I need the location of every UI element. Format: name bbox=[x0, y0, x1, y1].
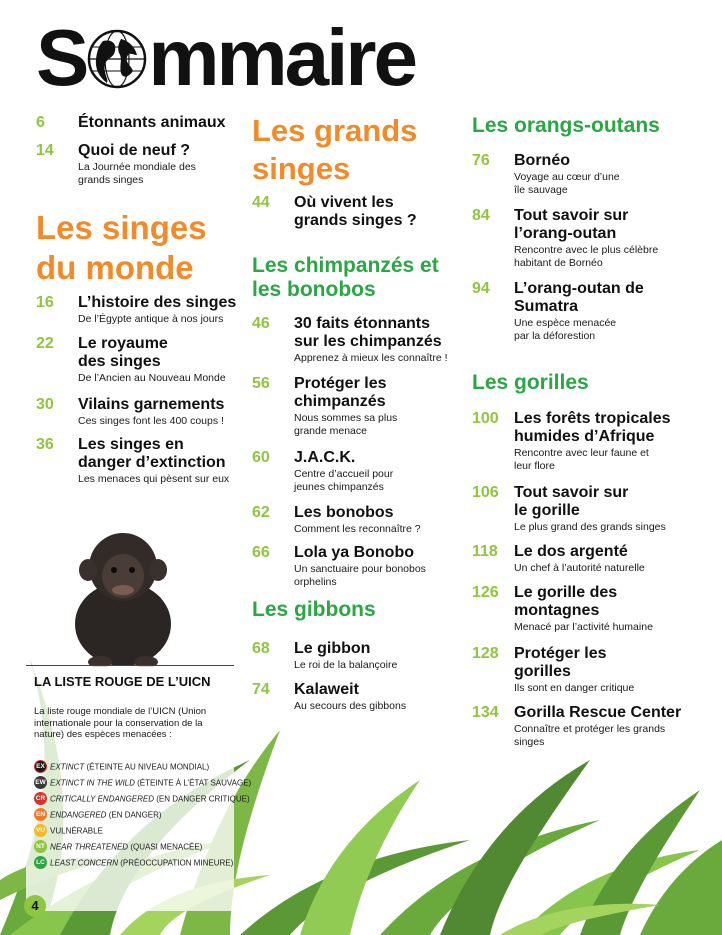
entry-title: Tout savoir sur l’orang-outan bbox=[514, 207, 629, 242]
entry-subtitle: Rencontre avec leur faune et leur flore bbox=[514, 447, 649, 472]
toc-entry[interactable] bbox=[36, 396, 244, 428]
page-number: 106 bbox=[472, 484, 499, 501]
toc-entry[interactable] bbox=[472, 704, 708, 749]
toc-entry[interactable] bbox=[252, 544, 462, 589]
entry-title: Lola ya Bonobo bbox=[294, 544, 414, 561]
entry-subtitle: La Journée mondiale des grands singes bbox=[78, 161, 196, 186]
entry-subtitle: Connaître et protéger les grands singes bbox=[514, 723, 666, 748]
entry-title: Tout savoir sur le gorille bbox=[514, 484, 629, 519]
entry-title: Les singes en danger d’extinction bbox=[78, 436, 226, 471]
status-french: (ÉTEINTE À L’ÉTAT SAUVAGE) bbox=[137, 778, 252, 788]
page-number: 56 bbox=[252, 375, 270, 392]
page-number: 22 bbox=[36, 335, 54, 352]
entry-title: Les bonobos bbox=[294, 504, 394, 521]
entry-title: Protéger les chimpanzés bbox=[294, 375, 387, 410]
status-badge: LC bbox=[34, 856, 47, 869]
red-list-item bbox=[34, 790, 250, 804]
status-badge: NT bbox=[34, 840, 47, 853]
red-list-intro: La liste rouge mondiale de l’UICN (Union internationale pour la conservation de la nature) des espèces menacées : bbox=[34, 706, 207, 740]
status-english: CRITICALLY ENDANGERED bbox=[50, 794, 155, 804]
entry-title: Les forêts tropicales humides d’Afrique bbox=[514, 410, 671, 445]
page-number: 100 bbox=[472, 410, 499, 427]
toc-entry[interactable] bbox=[36, 335, 244, 385]
page-number: 68 bbox=[252, 640, 270, 657]
toc-entry[interactable] bbox=[472, 410, 708, 473]
entry-subtitle: Ils sont en danger critique bbox=[514, 682, 635, 694]
status-badge: CR bbox=[34, 792, 47, 805]
entry-title: Quoi de neuf ? bbox=[78, 142, 190, 159]
entry-title: Le royaume des singes bbox=[78, 335, 168, 370]
entry-title: Bornéo bbox=[514, 152, 570, 169]
status-french: (PRÉOCCUPATION MINEURE) bbox=[120, 858, 234, 868]
page-number: 14 bbox=[36, 142, 54, 159]
page-number: 60 bbox=[252, 449, 270, 466]
section-heading: Les gibbons bbox=[252, 598, 376, 621]
toc-entry[interactable] bbox=[472, 543, 708, 575]
toc-entry[interactable] bbox=[36, 142, 244, 187]
status-english: EXTINCT IN THE WILD bbox=[50, 778, 135, 788]
toc-entry[interactable] bbox=[36, 294, 244, 326]
status-french: (EN DANGER CRITIQUE) bbox=[156, 794, 250, 804]
status-french: (EN DANGER) bbox=[108, 810, 162, 820]
title-part-after: mmaire bbox=[148, 13, 415, 102]
status-badge: EX bbox=[34, 760, 47, 773]
entry-subtitle: Ces singes font les 400 coups ! bbox=[78, 415, 224, 427]
page-number: 6 bbox=[36, 114, 45, 131]
toc-entry[interactable] bbox=[252, 315, 462, 365]
iucn-red-list-box bbox=[26, 665, 252, 911]
status-french: (QUASI MENACÉE) bbox=[130, 842, 203, 852]
page-number: 134 bbox=[472, 704, 499, 721]
status-english: EXTINCT bbox=[50, 762, 85, 772]
page-number: 128 bbox=[472, 645, 499, 662]
entry-subtitle: Les menaces qui pèsent sur eux bbox=[78, 473, 230, 485]
toc-entry[interactable] bbox=[252, 194, 462, 230]
entry-subtitle: Un chef à l’autorité naturelle bbox=[514, 562, 645, 574]
entry-title: L’orang-outan de Sumatra bbox=[514, 280, 644, 315]
toc-entry[interactable] bbox=[36, 114, 244, 132]
entry-title: L’histoire des singes bbox=[78, 294, 237, 311]
entry-subtitle: Un sanctuaire pour bonobos orphelins bbox=[294, 563, 426, 588]
toc-entry[interactable] bbox=[36, 436, 244, 486]
entry-subtitle: Rencontre avec le plus célèbre habitant de Bornéo bbox=[514, 244, 659, 269]
status-french: VULNÉRABLE bbox=[50, 826, 103, 836]
entry-subtitle: Au secours des gibbons bbox=[294, 700, 407, 712]
entry-title: Où vivent les grands singes ? bbox=[294, 194, 417, 229]
entry-title: Kalaweit bbox=[294, 681, 359, 698]
entry-title: Protéger les gorilles bbox=[514, 645, 607, 680]
page-number: 36 bbox=[36, 436, 54, 453]
status-english: NEAR THREATENED bbox=[50, 842, 129, 852]
page-title bbox=[36, 13, 415, 102]
toc-entry[interactable] bbox=[472, 152, 708, 197]
entry-title: J.A.C.K. bbox=[294, 449, 356, 466]
section-heading: Les gorilles bbox=[472, 371, 589, 394]
title-part-before: S bbox=[36, 13, 87, 102]
red-list-item bbox=[34, 806, 162, 820]
page-number: 74 bbox=[252, 681, 270, 698]
status-french: (ÉTEINTE AU NIVEAU MONDIAL) bbox=[86, 762, 210, 772]
entry-title: Vilains garnements bbox=[78, 396, 225, 413]
entry-subtitle: Nous sommes sa plus grande menace bbox=[294, 412, 398, 437]
page-number-badge bbox=[24, 895, 46, 917]
entry-subtitle: Menacé par l’activité humaine bbox=[514, 621, 653, 633]
page-number: 66 bbox=[252, 544, 270, 561]
status-badge: VU bbox=[34, 824, 47, 837]
page-number: 76 bbox=[472, 152, 490, 169]
toc-entry[interactable] bbox=[252, 375, 462, 438]
entry-subtitle: Voyage au cœur d’une île sauvage bbox=[514, 171, 620, 196]
entry-subtitle: Centre d’accueil pour jeunes chimpanzés bbox=[294, 468, 394, 493]
entry-title: Étonnants animaux bbox=[78, 114, 226, 131]
toc-entry[interactable] bbox=[472, 280, 708, 343]
red-list-item bbox=[34, 854, 233, 868]
page-number: 84 bbox=[472, 207, 490, 224]
toc-entry[interactable] bbox=[252, 504, 462, 536]
page-number: 118 bbox=[472, 543, 498, 560]
status-badge: EN bbox=[34, 808, 47, 821]
page-number: 44 bbox=[252, 194, 270, 211]
entry-title: Le gorille des montagnes bbox=[514, 584, 618, 619]
red-list-item bbox=[34, 838, 202, 852]
entry-subtitle: Le plus grand des grands singes bbox=[514, 521, 666, 533]
red-list-item bbox=[34, 822, 103, 836]
entry-subtitle: De l’Ancien au Nouveau Monde bbox=[78, 372, 226, 384]
page-number: 62 bbox=[252, 504, 270, 521]
red-list-item bbox=[34, 774, 251, 788]
entry-subtitle: De l’Égypte antique à nos jours bbox=[78, 313, 224, 325]
entry-subtitle: Comment les reconnaître ? bbox=[294, 523, 421, 535]
page-number: 16 bbox=[36, 294, 54, 311]
red-list-item bbox=[34, 758, 209, 772]
entry-subtitle: Le roi de la balançoire bbox=[294, 659, 398, 671]
section-heading: Les chimpanzés et les bonobos bbox=[252, 254, 439, 301]
toc-entry[interactable] bbox=[252, 681, 462, 713]
toc-entry[interactable] bbox=[252, 640, 462, 672]
page-number: 94 bbox=[472, 280, 490, 297]
status-english: ENDANGERED bbox=[50, 810, 107, 820]
entry-title: 30 faits étonnants sur les chimpanzés bbox=[294, 315, 442, 350]
section-heading: Les grands singes bbox=[252, 113, 418, 186]
bonobo-photo bbox=[58, 512, 188, 667]
entry-subtitle: Apprenez à mieux les connaître ! bbox=[294, 352, 448, 364]
entry-title: Le gibbon bbox=[294, 640, 371, 657]
toc-entry[interactable] bbox=[472, 484, 708, 534]
toc-entry[interactable] bbox=[252, 449, 462, 494]
entry-title: Gorilla Rescue Center bbox=[514, 704, 682, 721]
toc-entry[interactable] bbox=[472, 584, 708, 634]
section-heading: Les singes du monde bbox=[36, 209, 207, 286]
status-badge: EW bbox=[34, 776, 47, 789]
section-heading: Les orangs-outans bbox=[472, 114, 660, 137]
globe-icon bbox=[87, 29, 147, 89]
status-english: LEAST CONCERN bbox=[50, 858, 119, 868]
entry-subtitle: Une espèce menacée par la déforestion bbox=[514, 317, 617, 342]
page-number: 30 bbox=[36, 396, 54, 413]
toc-entry[interactable] bbox=[472, 645, 708, 695]
toc-entry[interactable] bbox=[472, 207, 708, 270]
entry-title: Le dos argenté bbox=[514, 543, 628, 560]
page-number: 126 bbox=[472, 584, 499, 601]
red-list-title: LA LISTE ROUGE DE L’UICN bbox=[34, 674, 211, 689]
page-number-label: 4 bbox=[31, 898, 39, 913]
page-number: 46 bbox=[252, 315, 270, 332]
